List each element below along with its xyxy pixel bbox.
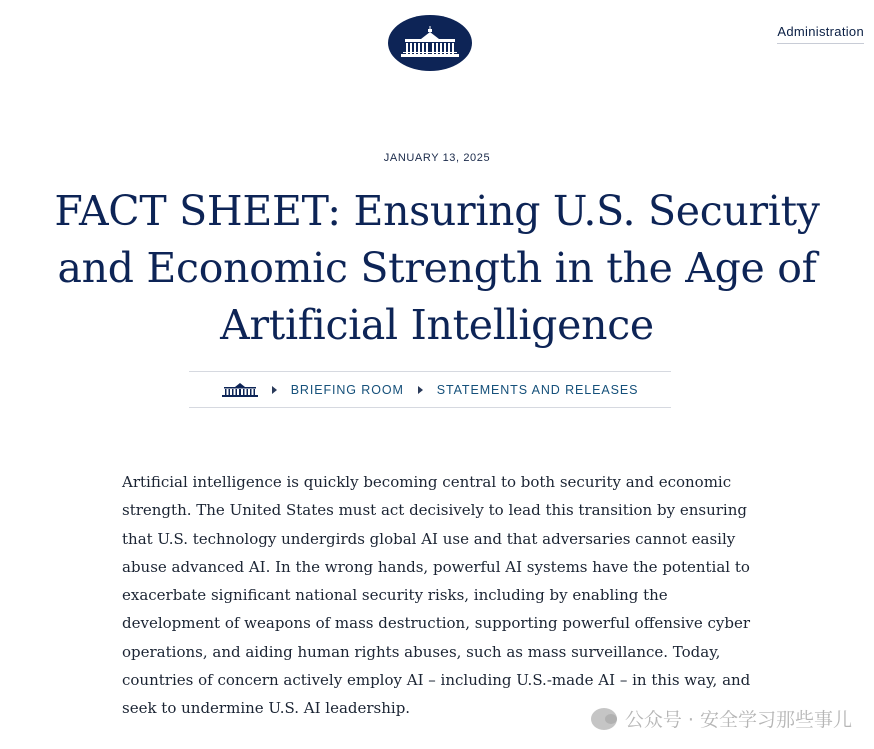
wechat-icon	[591, 708, 617, 730]
breadcrumb-statements-and-releases[interactable]: STATEMENTS AND RELEASES	[436, 382, 639, 397]
white-house-icon	[399, 26, 461, 60]
page-title: FACT SHEET: Ensuring U.S. Security and Economic Strength in the Age of Artificial Intelligence	[54, 187, 820, 349]
chevron-right-icon	[272, 386, 277, 394]
article-body: Artificial intelligence is quickly becoming central to both security and economic strength. The United States must act decisively to lead this transition by ensuring that U.S. technology undergirds global AI use and that adversaries cannot easily abuse advanced AI. In the wrong hands, powerful AI systems have the potential to exacerbate significant national security risks, including by enabling the development of weapons of mass destruction, supporting powerful offensive cyber operations, and aiding human rights abuses, such as mass surveillance. Today, countries of concern actively employ AI – including U.S.-made AI – in this way, and seek to undermine U.S. AI leadership.	[122, 473, 751, 718]
watermark-text: 公众号 · 安全学习那些事儿	[624, 709, 852, 731]
breadcrumb	[189, 371, 671, 408]
administration-link[interactable]: Administration	[777, 24, 864, 44]
white-house-icon	[222, 382, 258, 398]
watermark	[591, 705, 852, 732]
article-date: JANUARY 13, 2025	[383, 152, 491, 164]
breadcrumb-briefing-room[interactable]: BRIEFING ROOM	[290, 382, 404, 397]
white-house-logo[interactable]	[388, 15, 472, 71]
chevron-right-icon	[418, 386, 423, 394]
breadcrumb-home[interactable]	[222, 382, 258, 398]
